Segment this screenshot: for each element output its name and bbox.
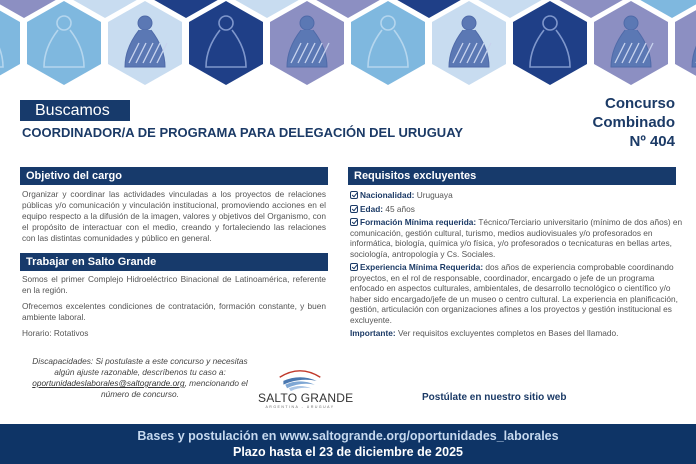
concurso-number [593,94,676,151]
objetivo-section [20,167,328,244]
disc-suffix: , mencionando el número de concurso. [101,378,248,399]
postulate-text: Postúlate en nuestro sitio web [422,392,567,403]
req-item [350,262,686,325]
trabajar-section [20,253,328,344]
hexagon [27,1,101,85]
checkbox-icon [350,218,358,226]
disc-text: Si postulaste a este concurso y necesitas algún ajuste razonable, descríbenos tu caso a: [54,356,248,377]
requisitos-heading: Requisitos excluyentes [348,167,676,185]
trabajar-paragraph: Somos el primer Complejo Hidroeléctrico Binacional de Latinoamérica, referente en la región. [22,274,326,295]
req-label: Edad: [360,203,384,214]
buscamos-label: Buscamos [20,100,130,121]
req-item [350,190,686,201]
concurso-line: Combinado [592,114,675,131]
footer-bar [0,424,696,464]
checkbox-icon [350,263,358,271]
discapacidades-note [26,356,254,400]
req-value: Uruguaya [414,190,453,200]
req-label: Nacionalidad: [360,190,415,200]
important-text: Ver requisitos excluyentes completos en Bases del llamado. [395,328,619,338]
concurso-line: Nº 404 [629,133,675,150]
deadline: Plazo hasta el 23 de diciembre de 2025 [233,445,463,459]
checkbox-icon [350,191,358,199]
requisitos-section [348,167,686,342]
hexagon-banner [0,0,696,90]
req-item [350,217,686,259]
req-value: dos años de experiencia comprobable coordinando proyectos, en el rol de responsable, coordinador, encargado o jefe de un programa enfocado en aspectos culturales, ambientales, de desarrollo tecnológico o científico y/o haber sido encargado/jefe de un museo o centro cultural. La experiencia en planificación, gestión, articulación con organizaciones afines a los proyectos y gestión institucional es excluyente. [350,262,678,325]
email-link[interactable]: oportunidadeslaborales@saltogrande.org [32,378,185,388]
salto-grande-logo [258,368,354,410]
logo-icon [270,368,330,392]
objetivo-heading: Objetivo del cargo [20,167,328,185]
bases-link[interactable]: Bases y postulación en www.saltogrande.org/oportunidades_laborales [137,429,559,443]
trabajar-paragraph: Ofrecemos excelentes condiciones de contratación, formación constante, y buen ambiente laboral. [22,301,326,322]
req-item [350,204,686,215]
checkbox-icon [350,205,358,213]
concurso-line: Concurso [604,95,675,112]
req-value: Técnico/Terciario universitario (mínimo de dos años) en comunicación, gestión cultural, turismo, medios audiovisuales y/o profesorados en informática, biología, química y/o física, y/o profesorados o tecnicaturas en bellas artes, sociología, antropología y Cs. Sociales. [350,217,683,259]
important-note [350,328,686,339]
objetivo-text: Organizar y coordinar las actividades vinculadas a los proyectos de relaciones públicas y/o comunicación y vinculación institucional, promoviendo acciones en el equipo respecto a la difusión de la imagen, valores y objetivos del Organismo, con el propósito de interactuar con el medio, creando y fortaleciendo las relaciones con las distintas comunidades y público en general. [22,189,326,243]
horario: Horario: Rotativos [22,328,89,338]
hexagon [189,1,263,85]
req-label: Experiencia Mínima Requerida: [360,262,484,272]
important-label: Importante: [350,328,396,338]
req-label: Formación Mínima requerida: [360,217,477,227]
disc-label: Discapacidades: [32,356,94,366]
trabajar-heading: Trabajar en Salto Grande [20,253,328,271]
req-value: 45 años [383,203,415,214]
job-title: COORDINADOR/A DE PROGRAMA PARA DELEGACIÓN DEL URUGUAY [22,125,464,140]
hexagon [513,1,587,85]
logo-name: SALTO GRANDE [258,391,354,405]
logo-sub: ARGENTINA - URUGUAY [265,405,335,409]
hexagon [351,1,425,85]
